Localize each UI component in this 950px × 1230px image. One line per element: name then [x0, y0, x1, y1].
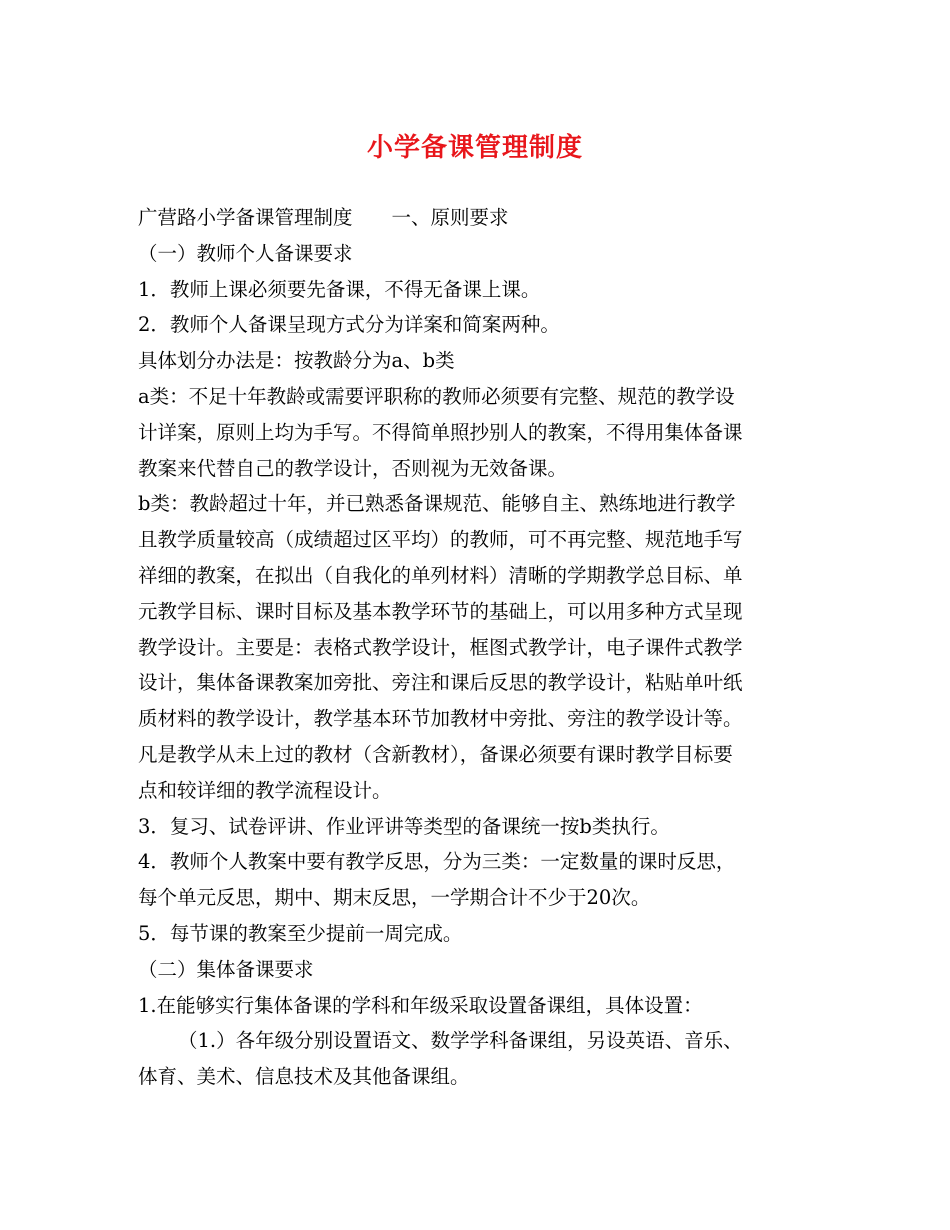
text-line: 2．教师个人备课呈现方式分为详案和简案两种。	[138, 313, 560, 337]
text-line: 体育、美术、信息技术及其他备课组。	[138, 1065, 470, 1089]
text-line: 点和较详细的教学流程设计。	[138, 778, 392, 802]
text-line: 4．教师个人教案中要有教学反思，分为三类：一定数量的课时反思，	[138, 850, 736, 874]
text-line: 1．教师上课必须要先备课，不得无备课上课。	[138, 277, 541, 301]
text-line: （1.）各年级分别设置语文、数学学科备课组，另设英语、音乐、	[178, 1029, 743, 1053]
text-line: 3．复习、试卷评讲、作业评讲等类型的备课统一按b类执行。	[138, 814, 670, 838]
section-heading: （一）教师个人备课要求	[138, 241, 353, 265]
section-heading: （二）集体备课要求	[138, 957, 314, 981]
text-line: 质材料的教学设计，教学基本环节加教材中旁批、旁注的教学设计等。	[138, 707, 743, 731]
document-title: 小学备课管理制度	[366, 133, 583, 163]
document-body	[138, 200, 818, 1095]
text-line: 具体划分办法是：按教龄分为a、b类	[138, 349, 455, 373]
text-line: 教学设计。主要是：表格式教学设计，框图式教学计，电子课件式教学	[138, 635, 743, 659]
text-line: a类：不足十年教龄或需要评职称的教师必须要有完整、规范的教学设	[138, 384, 735, 408]
text-line: 广营路小学备课管理制度 一、原则要求	[138, 206, 509, 229]
text-line: 计详案，原则上均为手写。不得简单照抄别人的教案，不得用集体备课	[138, 420, 743, 444]
text-line: 教案来代替自己的教学设计，否则视为无效备课。	[138, 456, 568, 480]
text-line: 祥细的教案，在拟出（自我化的单列材料）清晰的学期教学总目标、单	[138, 563, 743, 587]
text-line: 元教学目标、课时目标及基本教学环节的基础上，可以用多种方式呈现	[138, 599, 743, 623]
text-line: 每个单元反思，期中、期末反思，一学期合计不少于20次。	[138, 886, 651, 910]
text-line: 5．每节课的教案至少提前一周完成。	[138, 921, 463, 945]
text-line: 设计，集体备课教案加旁批、旁注和课后反思的教学设计，粘贴单叶纸	[138, 671, 743, 695]
text-line: b类：教龄超过十年，并已熟悉备课规范、能够自主、熟练地进行教学	[138, 492, 736, 516]
text-line: 凡是教学从未上过的教材（含新教材），备课必须要有课时教学目标要	[138, 742, 733, 766]
text-line: 且教学质量较高（成绩超过区平均）的教师，可不再完整、规范地手写	[138, 528, 743, 552]
text-line: 1.在能够实行集体备课的学科和年级采取设置备课组，具体设置：	[138, 993, 703, 1017]
